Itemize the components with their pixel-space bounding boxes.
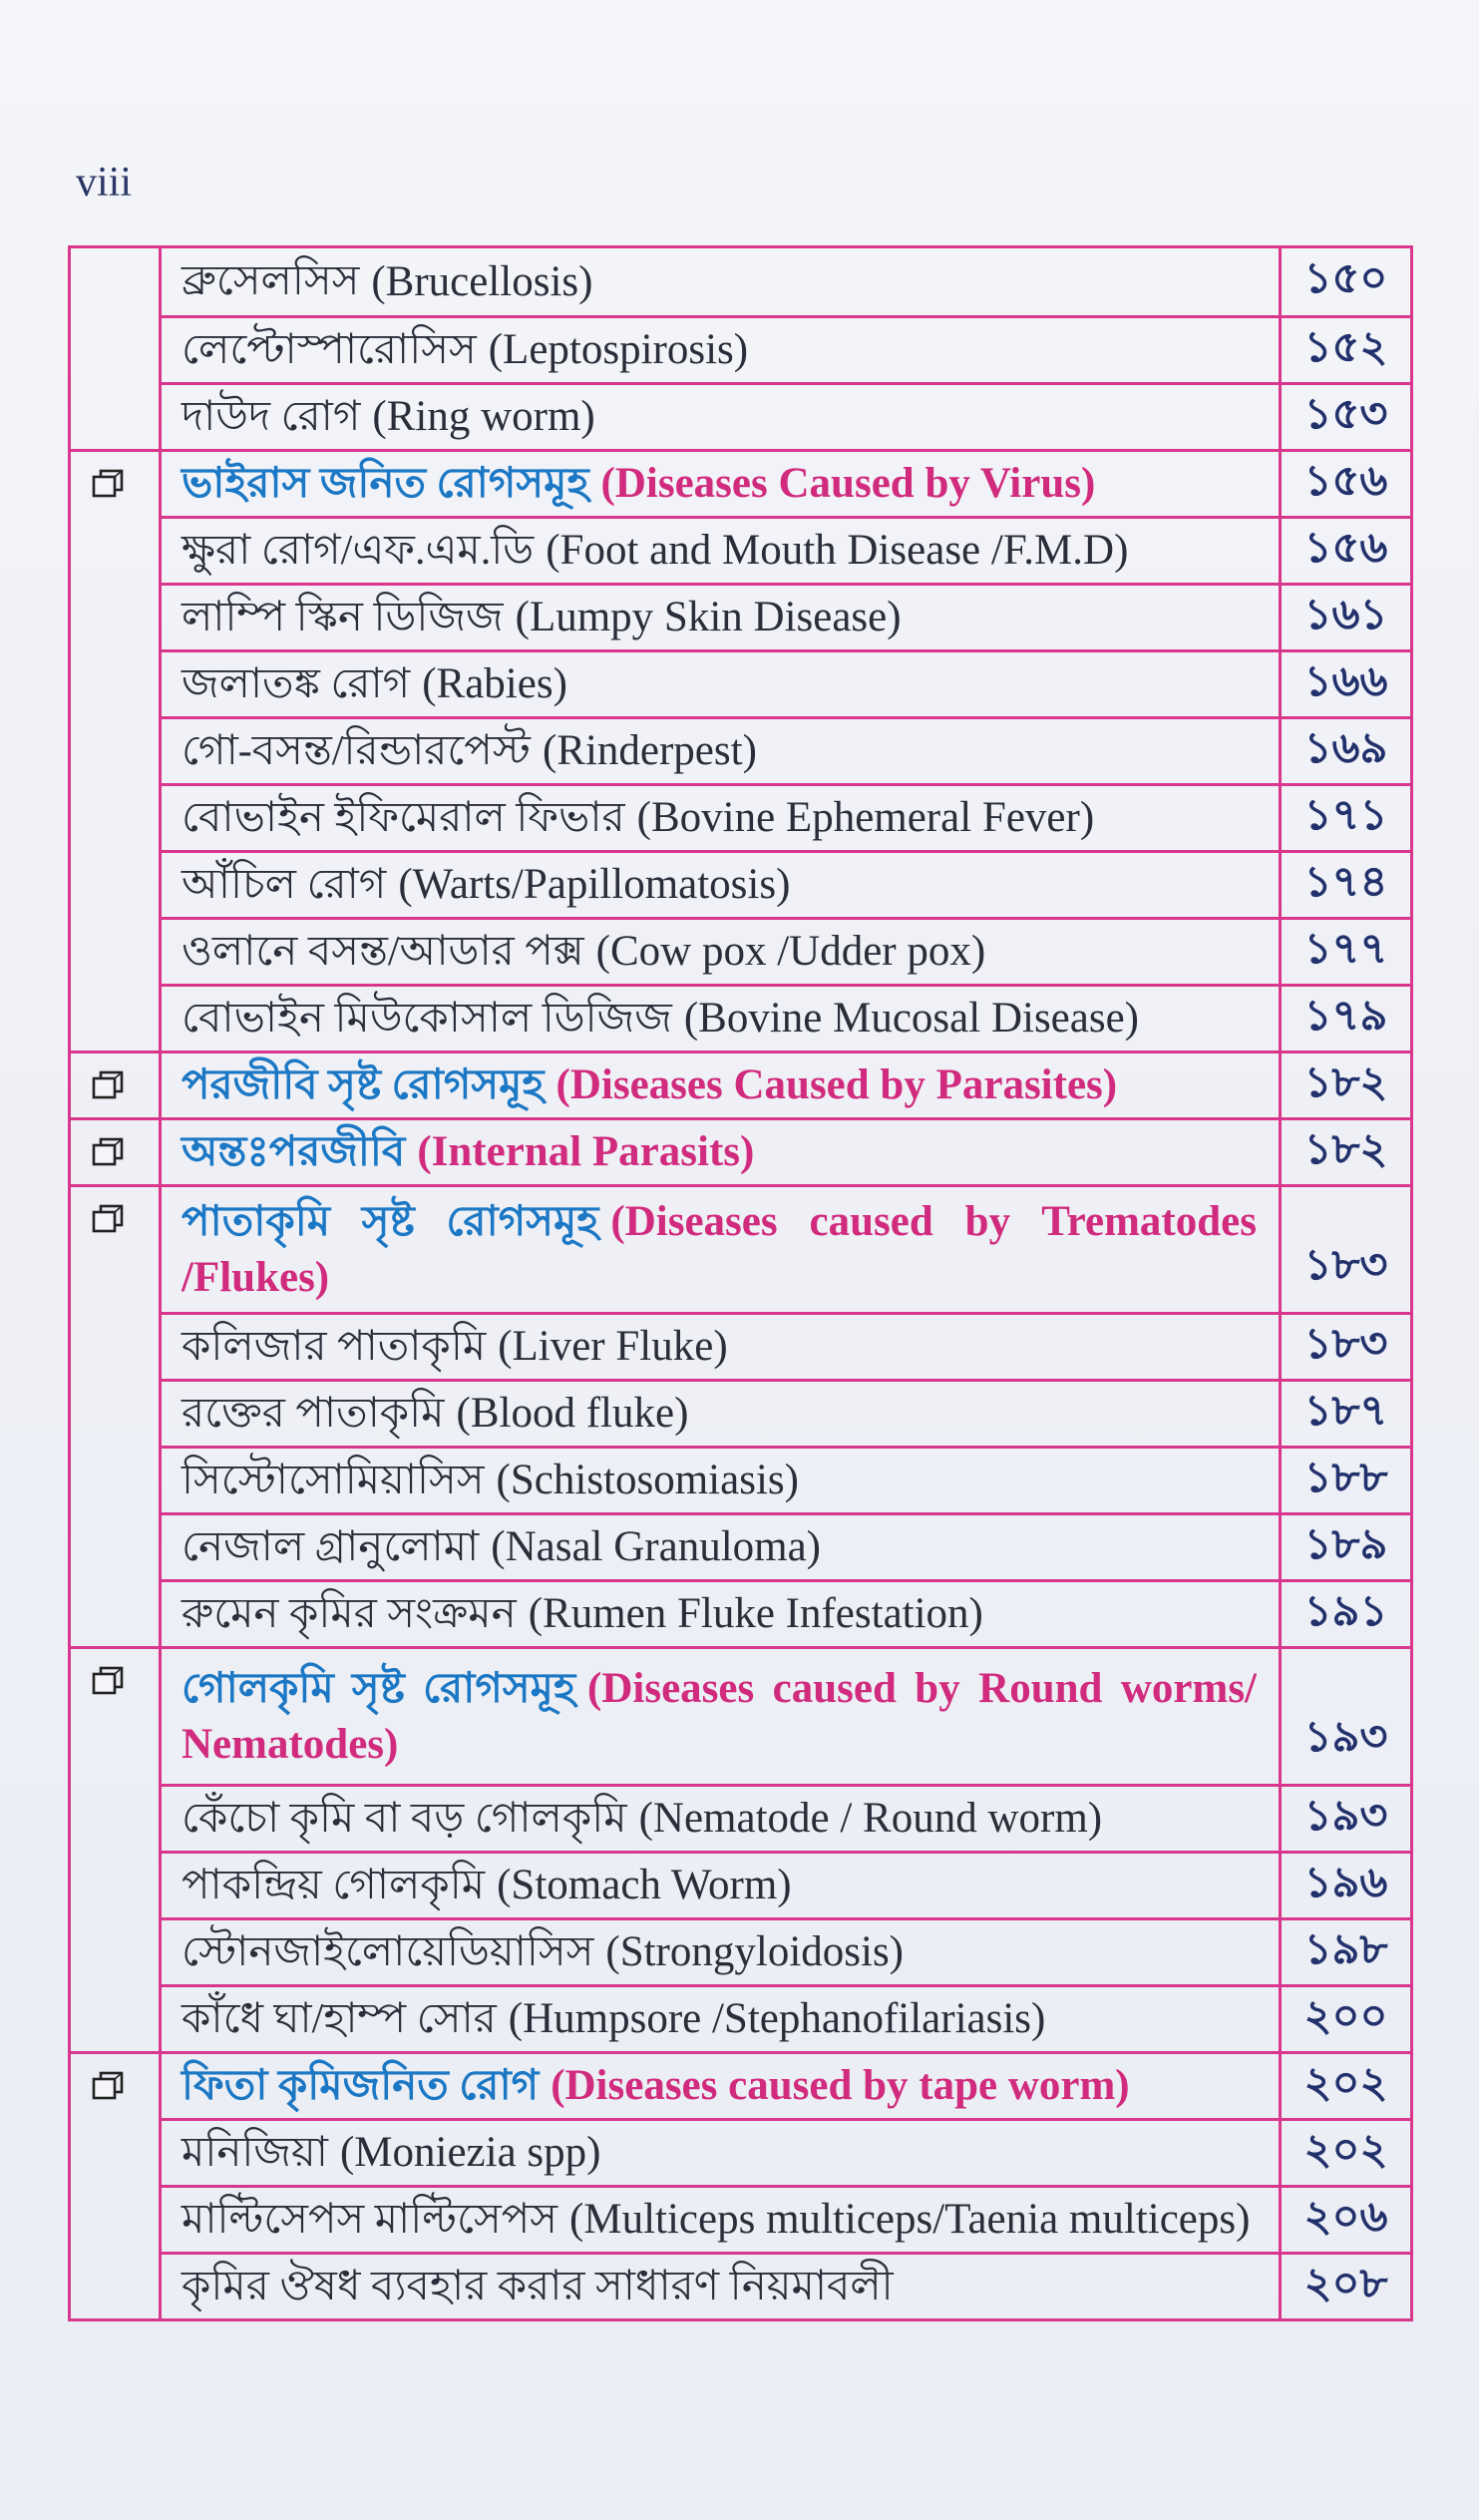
toc-bullet-cell [71,984,162,1050]
toc-row [71,382,1410,449]
toc-entry-title [162,2118,1282,2185]
toc-entry-english: (Blood fluke) [456,1390,689,1438]
toc-entry-bengali: পাকন্দ্রিয় গোলকৃমি [182,1862,486,1908]
stacked-squares-icon [91,1204,125,1234]
toc-page-number: ১৭৭ [1282,917,1410,984]
toc-bullet-cell [71,516,162,583]
toc-entry-title [162,1379,1282,1446]
toc-entry-english: (Ring worm) [372,393,595,441]
toc-row [71,1379,1410,1446]
toc-page-number: ১৬১ [1282,583,1410,649]
toc-bullet-cell [71,248,162,315]
toc-page-number: ১৫০ [1303,255,1388,302]
toc-row [71,917,1410,984]
toc-entry-title [162,1579,1282,1646]
toc-entry-title [162,382,1282,449]
stacked-squares-icon [91,469,125,499]
toc-row [71,850,1410,917]
toc-bullet-cell [71,1050,162,1117]
toc-entry-title [162,984,1282,1050]
toc-row [71,783,1410,850]
toc-entry-english: (Brucellosis) [371,257,593,305]
toc-page-number: ২০২ [1282,2051,1410,2118]
toc-bullet-cell [71,716,162,783]
toc-page-number: ১৮৩ [1282,1312,1410,1379]
toc-page-number: ১৮৮ [1282,1446,1410,1512]
toc-row [71,248,1410,315]
toc-bullet-cell [71,583,162,649]
toc-entry-bengali: রুমেন কৃমির সংক্রমন [182,1590,517,1637]
toc-page-number: ১৮৩ [1282,1184,1410,1312]
toc-bullet-cell [71,1312,162,1379]
toc-row [71,1984,1410,2051]
toc-entry-english: (Rabies) [422,660,567,708]
toc-row [71,2185,1410,2252]
toc-entry-bengali: নেজাল গ্রানুলোমা [182,1523,480,1570]
stacked-squares-icon [91,2071,125,2101]
toc-row [71,716,1410,783]
toc-entry-bengali: স্টোনজাইলোয়েডিয়াসিস [182,1928,594,1975]
toc-entry-english: (Internal Parasits) [417,1128,755,1176]
toc-entry-english: (Foot and Mouth Disease /F.M.D) [546,527,1129,575]
toc-entry-bengali: গো-বসন্ত/রিন্ডারপেস্ট [182,727,531,774]
toc-entry-title [162,248,1282,315]
toc-page-number: ১৯৮ [1282,1917,1410,1984]
toc-entry-title [162,716,1282,783]
toc-entry-title [162,1446,1282,1512]
toc-entry-title [162,1184,1282,1312]
toc-page-number: ১৭৯ [1282,984,1410,1050]
toc-entry-bengali: অন্তঃপরজীবি [182,1128,406,1175]
toc-section-row [71,1117,1410,1184]
toc-section-row [71,1050,1410,1117]
toc-page-number: ২০৮ [1282,2252,1410,2318]
toc-entry-bengali: কাঁধে ঘা/হাম্প সোর [182,1995,497,2042]
toc-bullet-cell [71,1579,162,1646]
toc-row [71,984,1410,1050]
toc-entry-bengali: আঁচিল রোগ [182,861,387,908]
toc-entry-bengali: দাউদ রোগ [182,393,361,440]
toc-page-number: ১৬৯ [1282,716,1410,783]
toc-page-number: ১৫৩ [1282,382,1410,449]
toc-bullet-cell [71,2051,162,2118]
toc-bullet-cell [71,1984,162,2051]
toc-bullet-cell [71,1117,162,1184]
toc-row [71,1446,1410,1512]
toc-page-number: ১৮২ [1282,1050,1410,1117]
toc-entry-title [162,850,1282,917]
toc-page-number: ২০৬ [1282,2185,1410,2252]
toc-entry-english: (Rinderpest) [542,727,757,775]
toc-row [71,2118,1410,2185]
toc-bullet-cell [71,1646,162,1784]
toc-entry-english: (Strongyloidosis) [605,1928,905,1976]
toc-entry-english: (Diseases Caused by Virus) [600,460,1096,508]
toc-row [71,2252,1410,2318]
toc-entry-english: (Rumen Fluke Infestation) [528,1590,983,1638]
toc-entry-bengali: কৃমির ঔষধ ব্যবহার করার সাধারণ নিয়মাবলী [182,2263,894,2310]
toc-entry-title [162,917,1282,984]
toc-entry-bengali: গোলকৃমি সৃষ্ট রোগসমূহ [182,1665,576,1712]
toc-bullet-cell [71,2252,162,2318]
toc-row [71,583,1410,649]
toc-entry-bengali: লাম্পি স্কিন ডিজিজ [182,594,504,640]
toc-section-row [71,449,1410,516]
toc-entry-title [162,1512,1282,1579]
toc-entry-english: (Stomach Worm) [497,1862,792,1909]
toc-page-number: ১৫৬ [1282,516,1410,583]
toc-entry-title [162,583,1282,649]
toc-entry-english-continued: /Flukes) [182,1253,330,1301]
toc-bullet-cell [71,850,162,917]
toc-entry-title [162,1784,1282,1851]
toc-bullet-cell [71,917,162,984]
toc-row [71,1917,1410,1984]
toc-bullet-cell [71,449,162,516]
toc-entry-title [162,516,1282,583]
toc-bullet-cell [71,1917,162,1984]
toc-entry-english: (Nasal Granuloma) [491,1523,821,1571]
toc-entry-bengali: ব্রুসেলসিস [182,258,360,305]
toc-entry-english: (Nematode / Round worm) [638,1795,1103,1843]
toc-row [71,1312,1410,1379]
toc-entry-english: (Humpsore /Stephanofilariasis) [508,1995,1046,2043]
toc-bullet-cell [71,1446,162,1512]
toc-page-number: ১৯৩ [1282,1646,1410,1784]
toc-entry-english: (Diseases caused by tape worm) [551,2062,1130,2110]
toc-bullet-cell [71,315,162,382]
toc-entry-bengali: রক্তের পাতাকৃমি [182,1390,445,1437]
toc-page-number: ১৮৭ [1282,1379,1410,1446]
toc-entry-bengali: কেঁচো কৃমি বা বড় গোলকৃমি [182,1795,627,1842]
stacked-squares-icon [91,1137,125,1167]
toc-entry-bengali: পরজীবি সৃষ্ট রোগসমূহ [182,1061,545,1108]
toc-entry-line [182,1717,1257,1773]
toc-page-number: ১৬৬ [1282,649,1410,716]
toc-row [71,315,1410,382]
toc-entry-bengali: বোভাইন মিউকোসাল ডিজিজ [182,995,672,1042]
toc-entry-english: (Diseases Caused by Parasites) [555,1061,1118,1109]
toc-bullet-cell [71,783,162,850]
toc-entry-line [182,1661,1257,1717]
toc-entry-english: (Moniezia spp) [339,2129,601,2177]
toc-entry-bengali: ওলানে বসন্ত/আডার পক্স [182,928,584,975]
toc-entry-english: (Multiceps multiceps/Taenia multiceps) [569,2196,1251,2244]
toc-entry-title [162,1984,1282,2051]
toc-entry-english: (Lumpy Skin Disease) [515,594,902,641]
toc-page-number: ১৮৯ [1282,1512,1410,1579]
toc-entry-bengali: মাল্টিসেপস মাল্টিসেপস [182,2196,557,2243]
page-label: viii [76,160,133,206]
toc-entry-title [162,783,1282,850]
toc-page-number: ১৮২ [1282,1117,1410,1184]
toc-page-number: ১৯৩ [1282,1784,1410,1851]
toc-table [68,245,1413,2321]
toc-row [71,649,1410,716]
toc-page-number: ২০০ [1282,1984,1410,2051]
toc-page-number: ২০২ [1282,2118,1410,2185]
toc-page-number: ১৭৪ [1282,850,1410,917]
toc-entry-title [162,2185,1282,2252]
toc-entry-title [162,649,1282,716]
toc-bullet-cell [71,649,162,716]
toc-entry-english: (Bovine Ephemeral Fever) [636,794,1095,842]
toc-entry-title [162,1312,1282,1379]
toc-entry-english: (Diseases caused by Trematodes [610,1197,1257,1245]
toc-row [71,516,1410,583]
toc-entry-english: (Cow pox /Udder pox) [595,928,986,976]
toc-bullet-cell [71,1851,162,1917]
toc-page-number: ১৯১ [1282,1579,1410,1646]
toc-row [71,1579,1410,1646]
toc-bullet-cell [71,1379,162,1446]
stacked-squares-icon [91,1666,125,1696]
toc-entry-bengali: সিস্টোসোমিয়াসিস [182,1457,485,1503]
toc-entry-bengali: ফিতা কৃমিজনিত রোগ [182,2062,540,2109]
toc-page-number: ১৯৬ [1282,1851,1410,1917]
toc-bullet-cell [71,2185,162,2252]
toc-page-number: ১৫২ [1282,315,1410,382]
toc-entry-english: (Warts/Papillomatosis) [398,861,791,909]
toc-section-row [71,1646,1410,1784]
toc-row [71,1784,1410,1851]
toc-entry-title [162,1117,1282,1184]
toc-bullet-cell [71,2118,162,2185]
toc-section-row [71,1184,1410,1312]
toc-entry-bengali: মনিজিয়া [182,2129,328,2176]
toc-entry-bengali: জলাতঙ্ক রোগ [182,660,411,707]
toc-entry-english: (Schistosomiasis) [496,1457,799,1504]
toc-entry-title [162,1851,1282,1917]
toc-entry-line [182,1194,1257,1250]
toc-row [71,1851,1410,1917]
toc-page-number: ১৫৬ [1282,449,1410,516]
toc-entry-bengali: পাতাকৃমি সৃষ্ট রোগসমূহ [182,1198,599,1245]
toc-entry-bengali: কলিজার পাতাকৃমি [182,1323,487,1370]
toc-row [71,1512,1410,1579]
toc-entry-title [162,1050,1282,1117]
toc-entry-title [162,315,1282,382]
toc-entry-line [182,1250,1257,1306]
toc-entry-title [162,1646,1282,1784]
toc-entry-bengali: ভাইরাস জনিত রোগসমূহ [182,460,589,507]
toc-section-row [71,2051,1410,2118]
toc-entry-bengali: ক্ষুরা রোগ/এফ.এম.ডি [182,527,535,574]
toc-entry-title [162,449,1282,516]
toc-entry-english: (Leptospirosis) [488,326,749,374]
toc-entry-title [162,2252,1282,2318]
toc-entry-english: (Diseases caused by Round worms/ [587,1664,1257,1712]
stacked-squares-icon [91,1070,125,1100]
toc-bullet-cell [71,1184,162,1312]
toc-entry-english: (Liver Fluke) [498,1323,728,1371]
toc-bullet-cell [71,382,162,449]
toc-entry-title [162,1917,1282,1984]
toc-bullet-cell [71,1784,162,1851]
toc-entry-english: (Bovine Mucosal Disease) [683,995,1139,1043]
toc-page-number: ১৭১ [1282,783,1410,850]
toc-bullet-cell [71,1512,162,1579]
toc-entry-title [162,2051,1282,2118]
toc-entry-english-continued: Nematodes) [182,1720,399,1768]
toc-entry-bengali: লেপ্টোস্পারোসিস [182,326,477,373]
toc-entry-bengali: বোভাইন ইফিমেরাল ফিভার [182,794,625,841]
